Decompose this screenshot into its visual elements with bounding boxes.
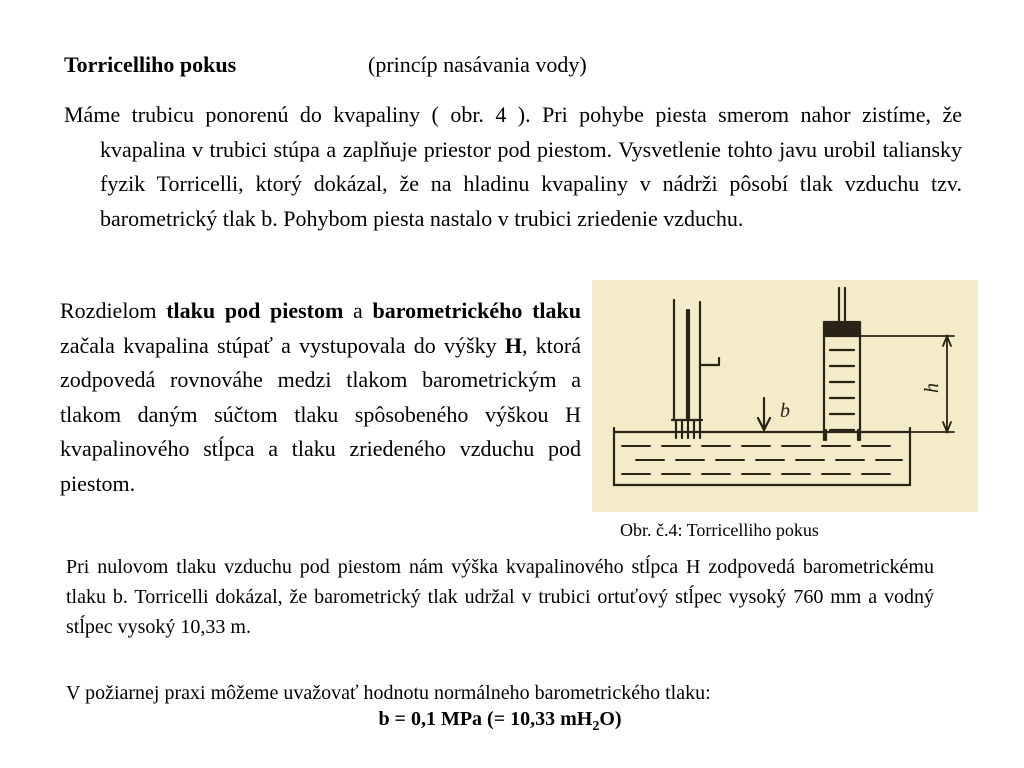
label-h: h: [921, 383, 943, 393]
right-cylinder: [824, 288, 860, 440]
torricelli-figure: [592, 280, 978, 512]
tank-outline: [614, 428, 910, 485]
liquid-hatching: [622, 446, 902, 474]
page-subtitle: (princíp nasávania vody): [368, 52, 587, 77]
left-tube: [672, 300, 719, 438]
practice-paragraph: V požiarnej praxi môžeme uvažovať hodnotu normálneho barometrického tlaku:: [66, 682, 711, 704]
intro-paragraph: Máme trubicu ponorenú do kvapaliny ( obr. 4 ). Pri pohybe piesta smerom nahor zistíme, že kvapalina v trubici stúpa a zaplňuje priestor pod piestom. Vysvetlenie tohto javu urobil taliansky fyzik Torricelli, ktorý dokázal, že na hladinu kvapaliny v nádrži pôsobí tlak vzduchu tzv. barometrický tlak b. Pohybom piesta nastalo v trubici zriedenie vzduchu.: [64, 102, 962, 231]
pressure-arrow: [758, 398, 770, 430]
explanation-paragraph: Rozdielom tlaku pod piestom a barometrického tlaku začala kvapalina stúpať a vystupovala do výšky H, ktorá zodpovedá rovnováhe medzi tlakom barometrickým a tlakom daným súčtom tlaku spôsobeného výškou H kvapalinového stĺpca a tlaku zriedeného vzduchu pod piestom.: [60, 298, 581, 496]
page-title: Torricelliho pokus: [64, 52, 237, 77]
torricelli-diagram: [592, 280, 978, 512]
label-b: b: [780, 400, 790, 422]
zero-pressure-paragraph: Pri nulovom tlaku vzduchu pod piestom nám výška kvapalinového stĺpca H zodpovedá barometrickému tlaku b. Torricelli dokázal, že barometrický tlak udržal v trubici ortuťový stĺpec vysoký 760 mm a vodný stĺpec vysoký 10,33 m.: [66, 556, 934, 638]
figure-caption: Obr. č.4: Torricelliho pokus: [620, 520, 819, 540]
pressure-formula: b = 0,1 MPa (= 10,33 $mH_2O$): [378, 708, 622, 734]
